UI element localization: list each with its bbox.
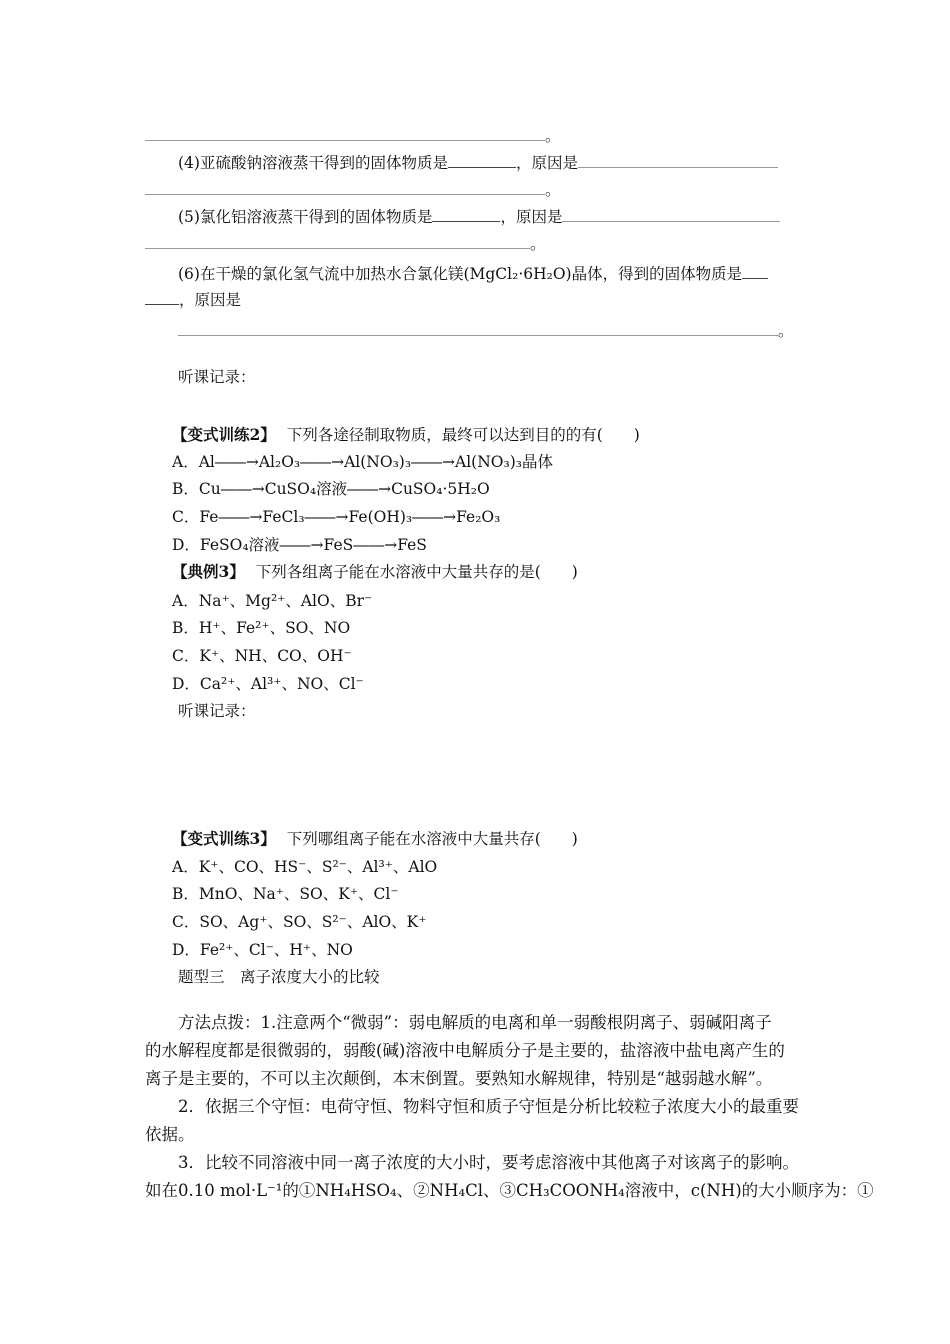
notes-label: 听课记录：	[178, 702, 256, 720]
option-c: C．SO、Ag⁺、SO、S²⁻、AlO、K⁺	[172, 913, 427, 931]
option-a: A．Al――→Al₂O₃――→Al(NO₃)₃――→Al(NO₃)₃晶体	[172, 453, 553, 471]
variant3-question: 【变式训练3】 下列哪组离子能在水溶液中大量共存( )	[172, 829, 578, 848]
method-p1-line3: 离子是主要的，不可以主次颠倒，本末倒置。要熟知水解规律，特别是“越弱越水解”。	[145, 1069, 773, 1088]
option-d: D．Fe²⁺、Cl⁻、H⁺、NO	[172, 941, 353, 959]
answer-blank[interactable]	[562, 207, 780, 222]
answer-blank[interactable]	[578, 153, 778, 168]
notes-label: 听课记录：	[178, 368, 256, 386]
method-p3-line2: 如在0.10 mol·L⁻¹的①NH₄HSO₄、②NH₄Cl、③CH₃COONH₄溶液中，c(NH)的大小顺序为：①	[145, 1181, 874, 1200]
question-6-line2: ，原因是	[145, 289, 241, 311]
answer-blank[interactable]	[448, 153, 516, 168]
option-d: D．FeSO₄溶液――→FeS――→FeS	[172, 536, 427, 554]
option-b: B．MnO、Na⁺、SO、K⁺、Cl⁻	[172, 885, 399, 903]
answer-blank[interactable]	[178, 321, 778, 336]
answer-blank[interactable]	[145, 290, 179, 305]
option-a: A．Na⁺、Mg²⁺、AlO、Br⁻	[172, 592, 373, 610]
method-p1-line2: 的水解程度都是很微弱的，弱酸(碱)溶液中电解质分子是主要的，盐溶液中盐电离产生的	[145, 1041, 785, 1060]
question-5-cont: 。	[145, 233, 546, 255]
answer-blank[interactable]	[742, 264, 768, 279]
option-c: C．Fe――→FeCl₃――→Fe(OH)₃――→Fe₂O₃	[172, 508, 501, 526]
answer-blank[interactable]	[145, 180, 545, 195]
method-p3-line1: 3．比较不同溶液中同一离子浓度的大小时，要考虑溶液中其他离子对该离子的影响。	[178, 1153, 799, 1172]
answer-blank[interactable]	[432, 207, 500, 222]
question-4-cont: 。	[145, 179, 561, 201]
answer-blank[interactable]	[145, 234, 530, 249]
answer-blank[interactable]	[145, 126, 545, 141]
option-a: A．K⁺、CO、HS⁻、S²⁻、Al³⁺、AlO	[172, 858, 438, 876]
answer-line-prev: 。	[145, 125, 561, 147]
option-c: C．K⁺、NH、CO、OH⁻	[172, 647, 352, 665]
option-b: B．Cu――→CuSO₄溶液――→CuSO₄·5H₂O	[172, 480, 490, 498]
option-d: D．Ca²⁺、Al³⁺、NO、Cl⁻	[172, 675, 364, 693]
question-6-line3: 。	[178, 320, 794, 342]
variant2-question: 【变式训练2】 下列各途径制取物质，最终可以达到目的的有( )	[172, 425, 640, 444]
section-title: 题型三 离子浓度大小的比较	[178, 968, 380, 986]
question-5: (5)氯化铝溶液蒸干得到的固体物质是 ，原因是	[178, 206, 780, 228]
method-p1-line1: 方法点拨：1.注意两个“微弱”：弱电解质的电离和单一弱酸根阴离子、弱碱阳离子	[178, 1013, 772, 1032]
option-b: B．H⁺、Fe²⁺、SO、NO	[172, 619, 351, 637]
method-p2-line1: 2．依据三个守恒：电荷守恒、物料守恒和质子守恒是分析比较粒子浓度大小的最重要	[178, 1097, 799, 1116]
question-4: (4)亚硫酸钠溶液蒸干得到的固体物质是 ，原因是	[178, 152, 778, 174]
question-6: (6)在干燥的氯化氢气流中加热水合氯化镁(MgCl₂·6H₂O)晶体，得到的固体物质是	[178, 263, 768, 285]
method-p2-line2: 依据。	[145, 1125, 195, 1144]
example3-question: 【典例3】 下列各组离子能在水溶液中大量共存的是( )	[172, 562, 578, 581]
